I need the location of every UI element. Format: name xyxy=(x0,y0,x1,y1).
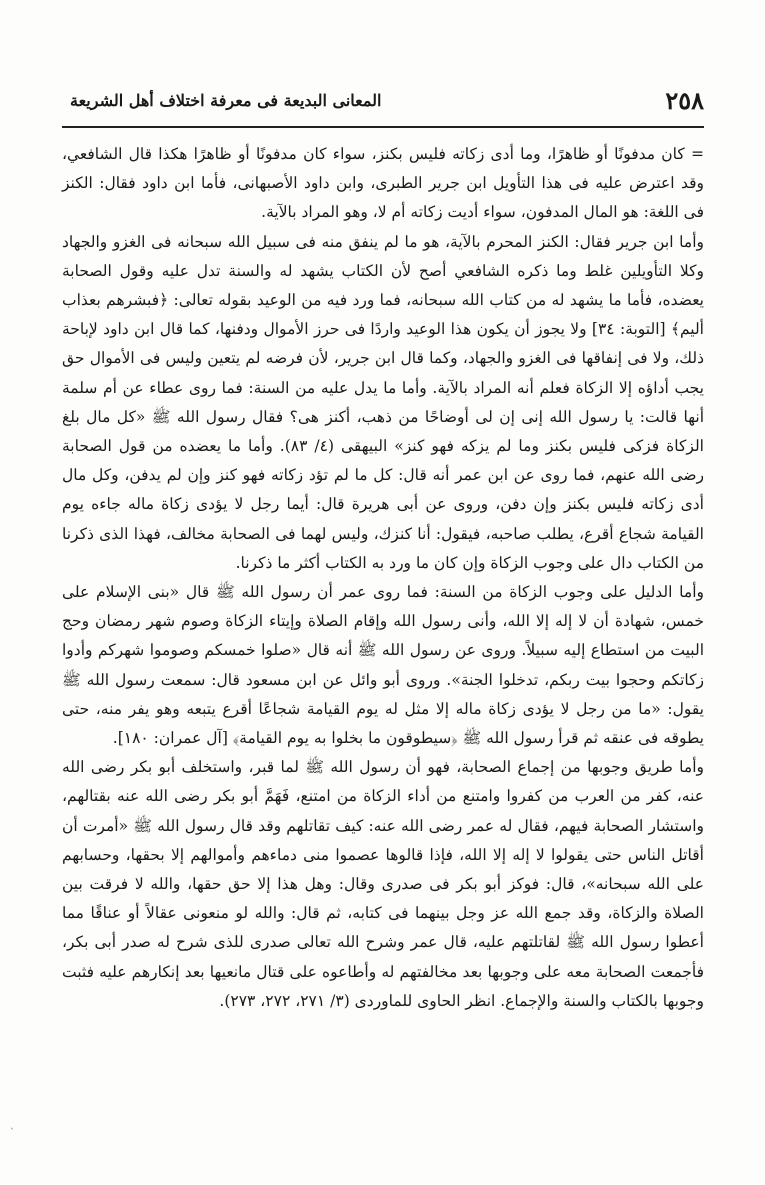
running-title: المعانى البديعة فى معرفة اختلاف أهل الشريعة xyxy=(70,91,382,110)
page-body xyxy=(62,140,704,1016)
scan-mark: ` xyxy=(10,1128,15,1138)
page-number: ٢٥٨ xyxy=(665,86,704,115)
paragraph-3: وأما الدليل على وجوب الزكاة من السنة: فما روى عمر أن رسول الله ﷺ قال «بنى الإسلام على خمس، شهادة أن لا إله إلا الله، وأنى رسول الله وإقام الصلاة وإيتاء الزكاة وصوم شهر رمضان وحج البيت من استطاع إليه سبيلاً. وروى عن رسول الله ﷺ أنه قال «صلوا خمسكم وصوموا شهركم وأدوا زكاتكم وحجوا بيت ربكم، تدخلوا الجنة». وروى أبو وائل عن ابن مسعود قال: سمعت رسول الله ﷺ يقول: «ما من رجل لا يؤدى زكاة ماله إلا مثل له يوم القيامة شجاعًا أقرع يتبعه وهو يفر منه، حتى يطوقه فى عنقه ثم قرأ رسول الله ﷺ ﴿سيطوقون ما بخلوا به يوم القيامة﴾ [آل عمران: ١٨٠]. xyxy=(62,583,704,748)
paragraph-2: وأما ابن جرير فقال: الكنز المحرم بالآية، هو ما لم ينفق منه فى سبيل الله سبحانه فى الغزو والجهاد وكلا التأويلين غلط وما ذكره الشافعي أصح لأن الكتاب يشهد له والسنة تدل عليه وقول الصحابة يعضده، فأما ما يشهد له من كتاب الله سبحانه، فما ورد فيه من الوعيد بقوله تعالى: ﴿فبشرهم بعذاب أليم﴾ [التوبة: ٣٤] ولا يجوز أن يكون هذا الوعيد واردًا فى حرز الأموال ودفنها، كما قال ابن داود لإباحة ذلك، ولا فى إنفاقها فى الغزو والجهاد، وكما قال ابن جرير، لأن فرضه لم يتعين وليس فى الأموال حق يجب أداؤه إلا الزكاة فعلم أنه المراد بالآية. وأما ما يدل عليه من السنة: فما روى عطاء عن أم سلمة أنها قالت: يا رسول الله إنى إن لى أوضاحًا من ذهب، أكنز هى؟ فقال رسول الله ﷺ «كل مال بلغ الزكاة فزكى فليس بكنز وما لم يزكه فهو كنز» البيهقى (٤/ ٨٣). وأما ما يعضده من قول الصحابة رضى الله عنهم، فما روى عن ابن عمر أنه قال: كل ما لم تؤد زكاته فهو كنز وإن لم يدفن، وكل مال أدى زكاته فليس بكنز وإن دفن، وروى عن أبى هريرة قال: أيما رجل لا يؤدى زكاة ماله جاءه يوم القيامة شجاع أقرع، يطلب صاحبه، فيقول: أنا كنزك، وليس لهما فى الصحابة مخالف، فهذا الذى ذكرنا من الكتاب دال على وجوب الزكاة وإن كان ما ورد به الكتاب أكثر ما ذكرنا. xyxy=(62,232,704,572)
page-header xyxy=(62,86,704,120)
header-rule xyxy=(62,126,704,128)
paragraph-1: = كان مدفونًا أو ظاهرًا، وما أدى زكاته فليس بكنز، سواء كان مدفونًا أو ظاهرًا هكذا قال الشافعي، وقد اعترض عليه فى هذا التأويل ابن جرير الطبرى، وابن داود الأصبهانى، فأما ابن داود فقال: الكنز فى اللغة: هو المال المدفون، سواء أديت زكاته أم لا، وهو المراد بالآية. xyxy=(62,145,704,222)
paragraph-4: وأما طريق وجوبها من إجماع الصحابة، فهو أن رسول الله ﷺ لما قبر، واستخلف أبو بكر رضى الله عنه، كفر من العرب من كفروا وامتنع من أداء الزكاة من امتنع، فَهَمَّ أبو بكر رضى الله عنه بقتالهم، واستشار الصحابة فيهم، فقال له عمر رضى الله عنه: كيف تقاتلهم وقد قال رسول الله ﷺ «أمرت أن أقاتل الناس حتى يقولوا لا إله إلا الله، فإذا قالوها عصموا منى دماءهم وأموالهم إلا بحقها، وحسابهم على الله سبحانه»، قال: فوكز أبو بكر فى صدرى وقال: وهل هذا إلا حق حقها، والله لا فرقت بين الصلاة والزكاة، وقد جمع الله عز وجل بينهما فى كتابه، ثم قال: والله لو منعونى عقالاً أو عناقًا مما أعطوا رسول الله ﷺ لقاتلتهم عليه، قال عمر وشرح الله تعالى صدرى للذى شرح له صدر أبى بكر، فأجمعت الصحابة معه على وجوبها بعد مخالفتهم له وأطاعوه على قتال مانعيها بعد إنكارهم عليه فثبت وجوبها بالكتاب والسنة والإجماع. انظر الحاوى للماوردى (٣/ ٢٧١، ٢٧٢، ٢٧٣). xyxy=(62,758,704,1010)
